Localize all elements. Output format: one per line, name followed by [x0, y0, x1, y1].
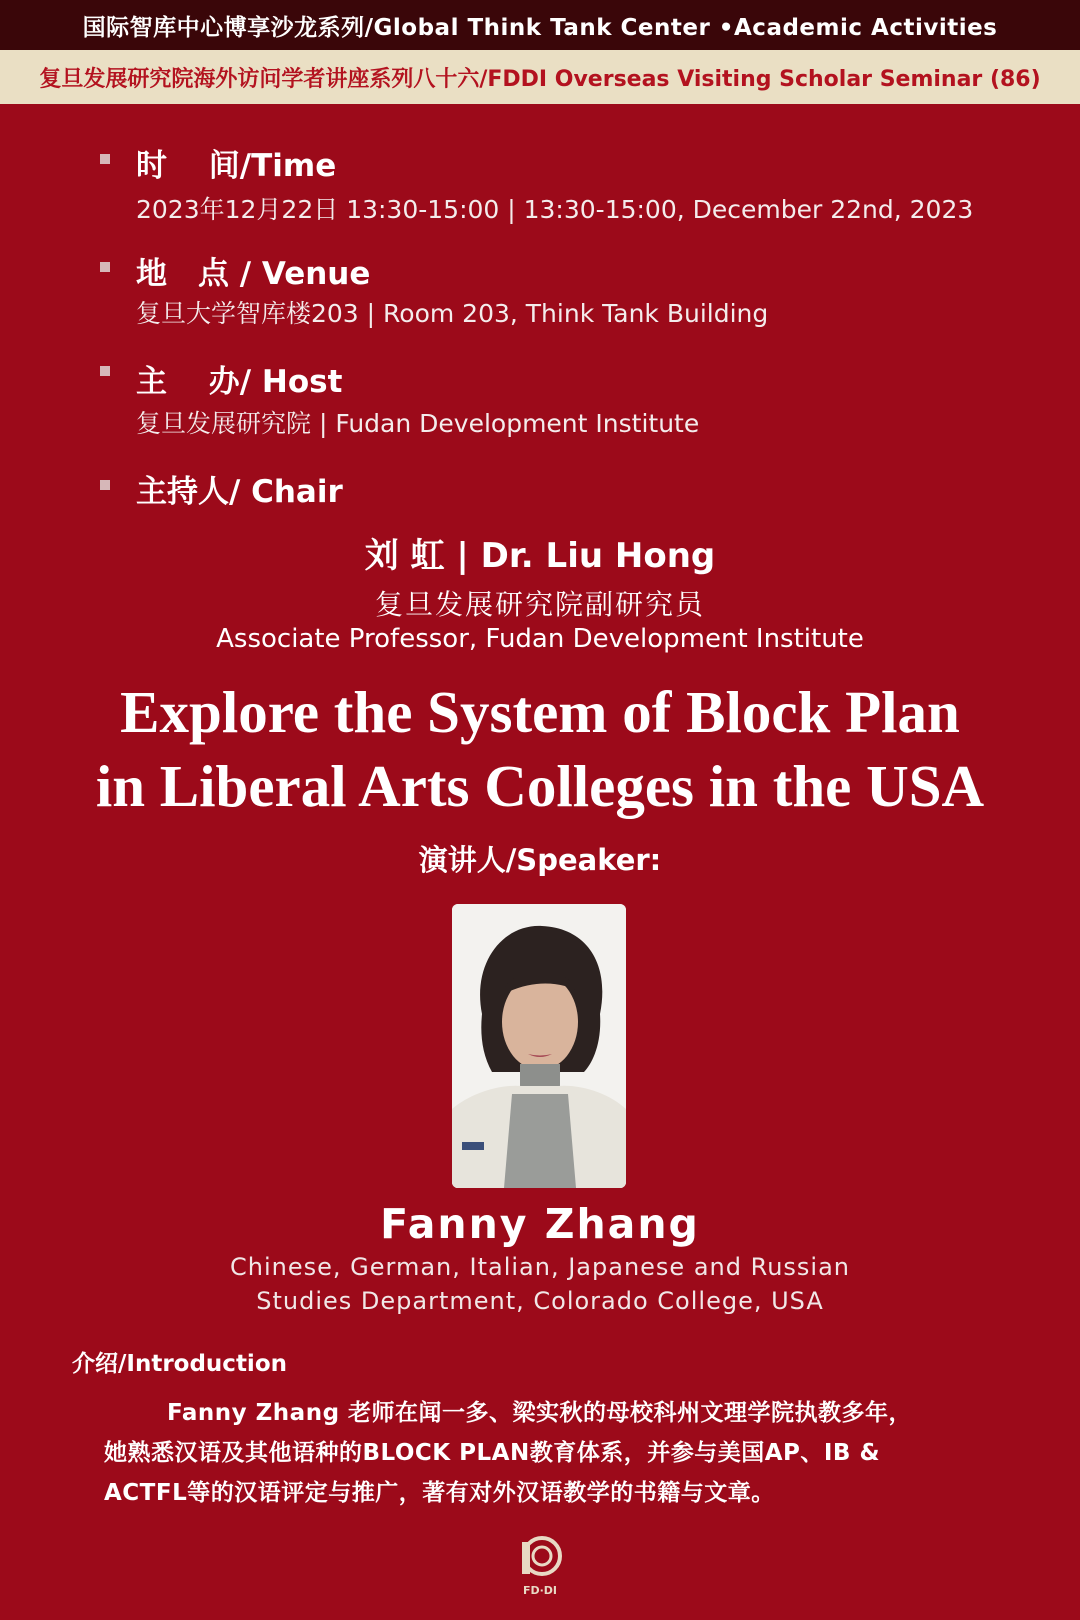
time-label: 时 间/Time — [136, 148, 337, 184]
chair-title-cn: 复旦发展研究院副研究员 — [374, 588, 705, 621]
speaker-name: Fanny Zhang — [380, 1200, 700, 1248]
introduction-line1: Fanny Zhang 老师在闻一多、梁实秋的母校科州文理学院执教多年， — [167, 1400, 913, 1426]
introduction-line3: ACTFL等的汉语评定与推广，著有对外汉语教学的书籍与文章。 — [104, 1480, 775, 1506]
introduction-heading: 介绍/Introduction — [72, 1351, 287, 1377]
host-value: 复旦发展研究院 | Fudan Development Institute — [136, 409, 700, 438]
host-label: 主 办/ Host — [136, 364, 343, 400]
speaker-department-line1: Chinese, German, Italian, Japanese and Russian — [230, 1253, 850, 1281]
series-title: 国际智库中心博享沙龙系列/Global Think Tank Center •Academic Activities — [82, 14, 998, 41]
bullet-icon — [100, 154, 110, 164]
bullet-icon — [100, 366, 110, 376]
speaker-department-line2: Studies Department, Colorado College, USA — [256, 1287, 824, 1315]
talk-title-line1: Explore the System of Block Plan — [120, 679, 960, 745]
chair-title-en: Associate Professor, Fudan Development Institute — [216, 624, 864, 654]
speaker-portrait — [452, 904, 626, 1188]
chair-name: 刘 虹 | Dr. Liu Hong — [364, 536, 716, 576]
speaker-label: 演讲人/Speaker: — [418, 843, 662, 877]
time-value: 2023年12月22日 13:30-15:00 | 13:30-15:00, December 22nd, 2023 — [136, 195, 974, 224]
fddi-logo — [508, 1530, 572, 1600]
logo-text: FD·DI — [522, 1584, 558, 1597]
venue-value: 复旦大学智库楼203 | Room 203, Think Tank Building — [136, 299, 769, 328]
venue-label: 地 点 / Venue — [136, 256, 371, 292]
talk-title-line2: in Liberal Arts Colleges in the USA — [95, 753, 985, 819]
speaker-photo — [452, 904, 626, 1188]
introduction-line2: 她熟悉汉语及其他语种的BLOCK PLAN教育体系，并参与美国AP、IB & — [104, 1440, 881, 1466]
bullet-icon — [100, 480, 110, 490]
fddi-logo-icon — [508, 1530, 572, 1600]
seminar-series-title: 复旦发展研究院海外访问学者讲座系列八十六/FDDI Overseas Visiting Scholar Seminar (86) — [39, 66, 1041, 92]
series-title-bar — [0, 0, 1080, 50]
seminar-series-bar — [0, 50, 1080, 104]
bullet-icon — [100, 262, 110, 272]
chair-label: 主持人/ Chair — [136, 474, 343, 510]
